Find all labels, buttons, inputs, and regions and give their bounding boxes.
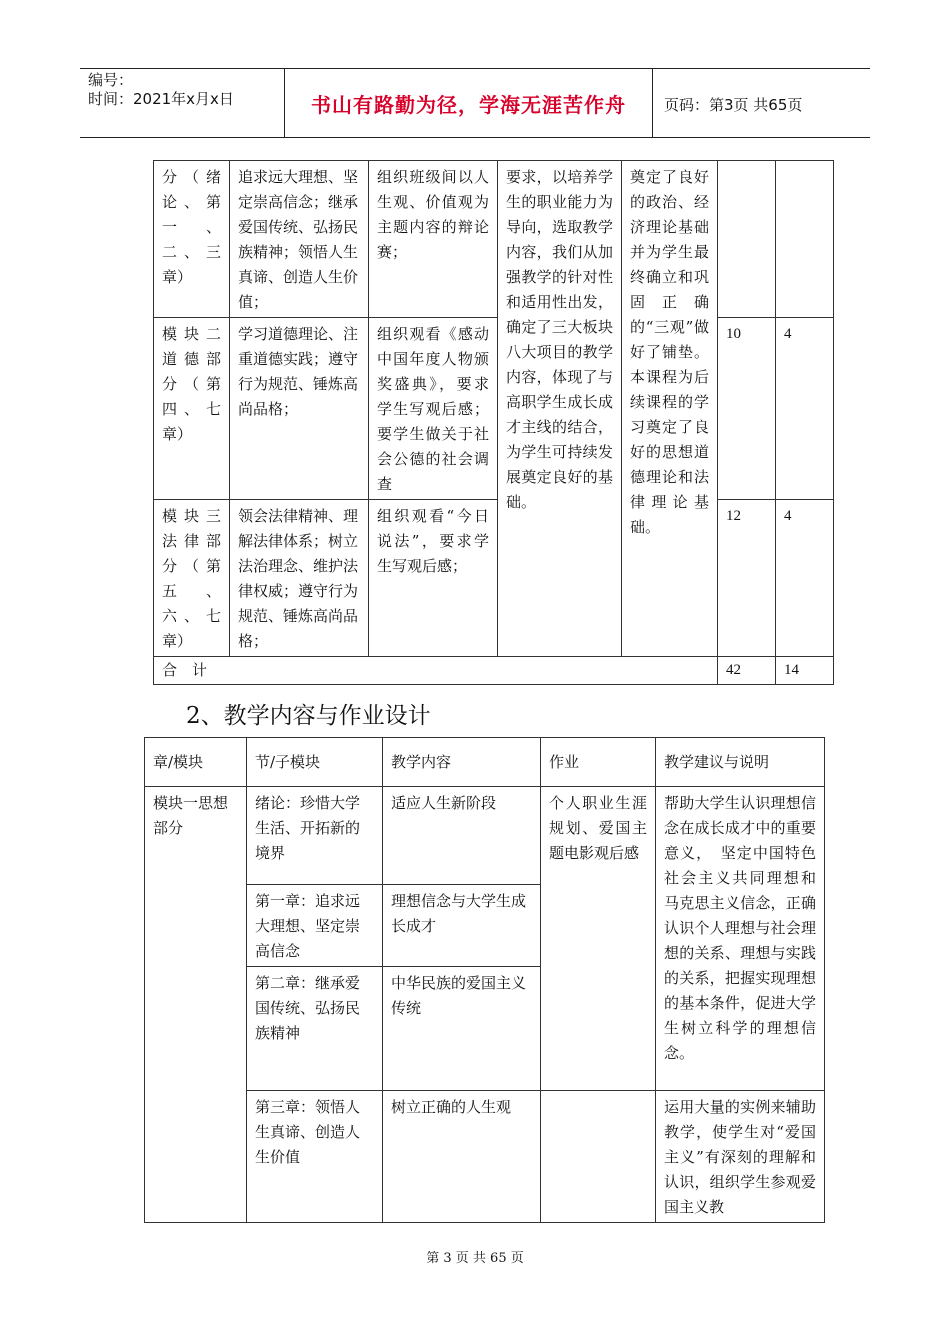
activity-cell: 组织观看“今日说法”，要求学生写观后感； xyxy=(369,500,498,657)
table-header-row xyxy=(145,738,825,787)
table-row xyxy=(145,787,825,885)
content-cell: 适应人生新阶段 xyxy=(383,787,541,885)
total-row xyxy=(154,657,834,685)
goal-cell: 领会法律精神、理解法律体系；树立法治理念、维护法律权威；遵守行为规范、锤炼高尚品格； xyxy=(230,500,369,657)
section-title: 2、教学内容与作业设计 xyxy=(186,703,431,729)
module-cell: 分（绪论、第一、二、三章） xyxy=(154,161,230,318)
content-homework-table xyxy=(144,737,832,1223)
module-cell: 模块一思想部分 xyxy=(145,787,247,1223)
section-cell: 第三章：领悟人生真谛、创造人生价值 xyxy=(247,1091,383,1223)
table-row xyxy=(154,500,834,657)
practice-cell xyxy=(776,161,834,318)
header-module: 章/模块 xyxy=(145,738,247,787)
homework-cell-empty xyxy=(541,1091,656,1223)
practice-cell: 4 xyxy=(776,500,834,657)
page-header xyxy=(80,68,870,138)
content-cell: 树立正确的人生观 xyxy=(383,1091,541,1223)
table-row xyxy=(154,318,834,500)
date-label: 时间：2021年x月x日 xyxy=(88,90,234,108)
module-cell: 模块二道德部分（第四、七章） xyxy=(154,318,230,500)
header-homework: 作业 xyxy=(541,738,656,787)
homework-cell: 个人职业生涯规划、爱国主题电影观后感 xyxy=(541,787,656,1091)
header-divider xyxy=(652,69,653,137)
page-number-label: 页码：第3页 共65页 xyxy=(664,96,803,114)
content-cell: 中华民族的爱国主义传统 xyxy=(383,967,541,1091)
total-hours: 42 xyxy=(718,657,776,685)
hours-cell: 12 xyxy=(718,500,776,657)
hours-cell: 10 xyxy=(718,318,776,500)
content-cell: 理想信念与大学生成长成才 xyxy=(383,885,541,967)
table-row xyxy=(145,1091,825,1223)
foundation-cell: 奠定了良好的政治、经济理论基础并为学生最终确立和巩固正确的“三观”做好了铺垫。本课程为后续课程的学习奠定了良好的思想道德理论和法律理论基础。 xyxy=(622,161,718,657)
header-meta xyxy=(80,69,280,137)
goal-cell: 学习道德理论、注重道德实践；遵守行为规范、锤炼高尚品格； xyxy=(230,318,369,500)
total-label: 合 计 xyxy=(154,657,718,685)
total-practice: 14 xyxy=(776,657,834,685)
section-cell: 第二章：继承爱国传统、弘扬民族精神 xyxy=(247,967,383,1091)
module-cell: 模块三法律部分（第五、六、七章） xyxy=(154,500,230,657)
section-cell: 第一章：追求远大理想、坚定崇高信念 xyxy=(247,885,383,967)
practice-cell: 4 xyxy=(776,318,834,500)
advice-cell: 运用大量的实例来辅助教学，使学生对“爱国主义”有深刻的理解和认识，组织学生参观爱国主义教 xyxy=(656,1091,825,1223)
header-motto: 书山有路勤为径，学海无涯苦作舟 xyxy=(311,92,626,117)
activity-cell: 组织班级间以人生观、价值观为主题内容的辩论赛； xyxy=(369,161,498,318)
section-cell: 绪论：珍惜大学生活、开拓新的境界 xyxy=(247,787,383,885)
activity-cell: 组织观看《感动中国年度人物颁奖盛典》，要求学生写观后感；要学生做关于社会公德的社会调查 xyxy=(369,318,498,500)
requirement-cell: 要求，以培养学生的职业能力为导向，选取教学内容，我们从加强教学的针对性和适用性出发，确定了三大板块八大项目的教学内容，体现了与高职学生成长成才主线的结合，为学生可持续发展奠定良好的基础。 xyxy=(498,161,622,657)
module-summary-table xyxy=(153,160,834,685)
table-row xyxy=(154,161,834,318)
hours-cell xyxy=(718,161,776,318)
goal-cell: 追求远大理想、坚定崇高信念；继承爱国传统、弘扬民族精神；领悟人生真谛、创造人生价值； xyxy=(230,161,369,318)
header-advice: 教学建议与说明 xyxy=(656,738,825,787)
header-section: 节/子模块 xyxy=(247,738,383,787)
advice-cell: 帮助大学生认识理想信念在成长成才中的重要意义， 坚定中国特色社会主义共同理想和 马克思主义信念，正确认识个人理想与社会理想的关系、理想与实践的关系，把握实现理想的基本条件，促进大学生树立科学的理想信念。 xyxy=(656,787,825,1091)
code-label: 编号： xyxy=(88,71,134,89)
page-footer: 第 3 页 共 65 页 xyxy=(426,1251,524,1266)
header-content: 教学内容 xyxy=(383,738,541,787)
